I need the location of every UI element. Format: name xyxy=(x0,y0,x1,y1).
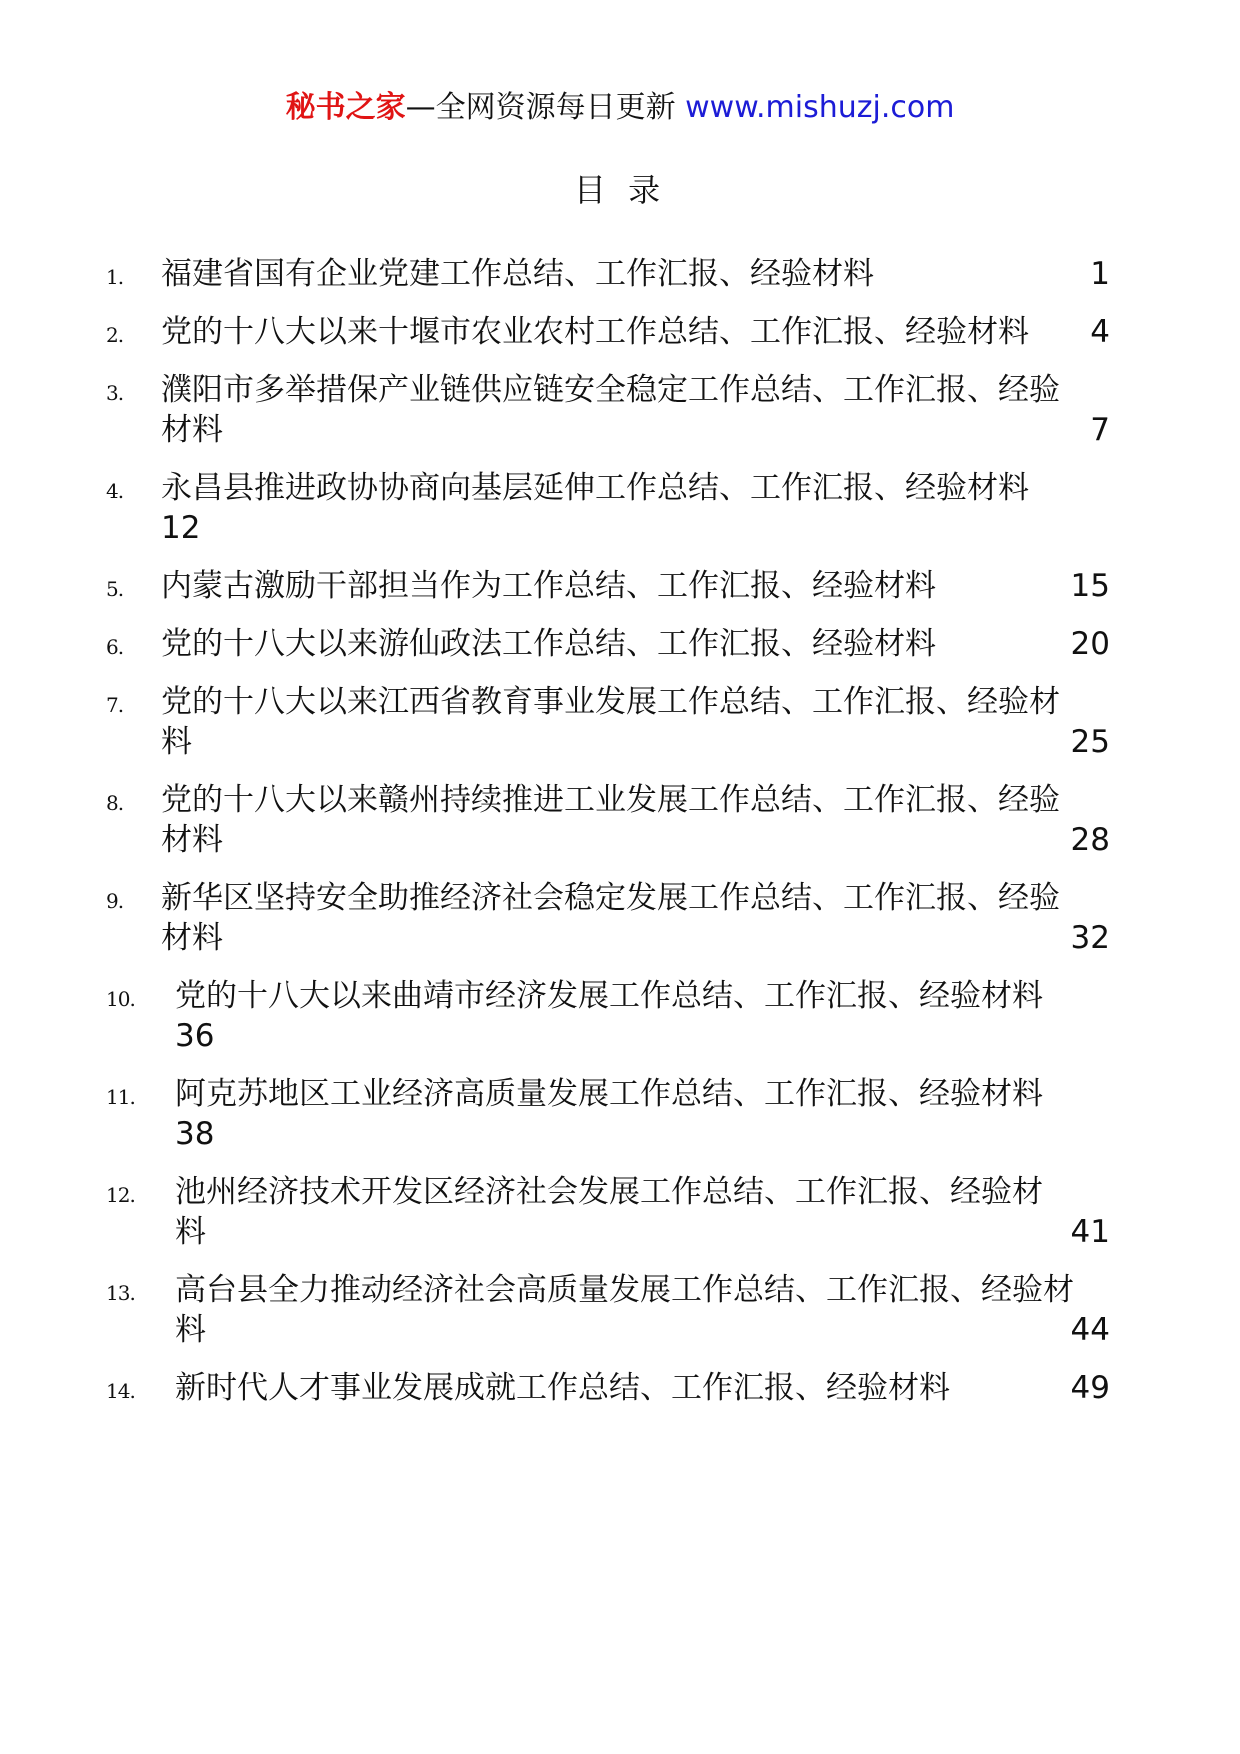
entry-page-number: 15 xyxy=(1070,568,1110,604)
entry-title-continued: 料 xyxy=(161,724,192,760)
entry-title: 濮阳市多举措保产业链供应链安全稳定工作总结、工作汇报、经验 xyxy=(161,372,1060,408)
entry-title-continued: 料 xyxy=(175,1312,206,1348)
entry-number: 8. xyxy=(106,791,124,815)
entry-number: 7. xyxy=(106,693,124,717)
entry-page-number: 25 xyxy=(1070,724,1110,760)
brand-name: 秘书之家 xyxy=(285,90,406,125)
entry-title-continued: 材料 xyxy=(161,920,223,956)
entry-page-number: 44 xyxy=(1070,1312,1110,1348)
entry-title-continued: 材料 xyxy=(161,822,223,858)
entry-title-continued: 材料 xyxy=(161,412,223,448)
entry-number: 6. xyxy=(106,635,124,659)
entry-number: 9. xyxy=(106,889,124,913)
entry-page-number: 32 xyxy=(1070,920,1110,956)
entry-title: 党的十八大以来江西省教育事业发展工作总结、工作汇报、经验材 xyxy=(161,684,1060,720)
entry-page-number: 49 xyxy=(1070,1370,1110,1406)
header-slogan: —全网资源每日更新 xyxy=(405,90,676,125)
entry-page-number: 12 xyxy=(161,510,201,546)
entry-title: 新时代人才事业发展成就工作总结、工作汇报、经验材料 xyxy=(175,1370,950,1406)
entry-number: 10. xyxy=(106,987,135,1011)
entry-number: 11. xyxy=(106,1085,135,1109)
entry-title: 福建省国有企业党建工作总结、工作汇报、经验材料 xyxy=(161,256,874,292)
entry-page-number: 4 xyxy=(1090,314,1110,350)
entry-title: 党的十八大以来十堰市农业农村工作总结、工作汇报、经验材料 xyxy=(161,314,1029,350)
entry-title: 党的十八大以来赣州持续推进工业发展工作总结、工作汇报、经验 xyxy=(161,782,1060,818)
entry-page-number: 41 xyxy=(1070,1214,1110,1250)
entry-title: 党的十八大以来游仙政法工作总结、工作汇报、经验材料 xyxy=(161,626,936,662)
entry-title: 新华区坚持安全助推经济社会稳定发展工作总结、工作汇报、经验 xyxy=(161,880,1060,916)
entry-number: 4. xyxy=(106,479,124,503)
entry-title: 高台县全力推动经济社会高质量发展工作总结、工作汇报、经验材 xyxy=(175,1272,1074,1308)
entry-title: 内蒙古激励干部担当作为工作总结、工作汇报、经验材料 xyxy=(161,568,936,604)
entry-number: 3. xyxy=(106,381,124,405)
entry-page-number: 20 xyxy=(1070,626,1110,662)
entry-number: 13. xyxy=(106,1281,135,1305)
entry-number: 2. xyxy=(106,323,124,347)
entry-title-continued: 料 xyxy=(175,1214,206,1250)
entry-page-number: 28 xyxy=(1070,822,1110,858)
entry-number: 5. xyxy=(106,577,124,601)
entry-title: 党的十八大以来曲靖市经济发展工作总结、工作汇报、经验材料 xyxy=(175,978,1043,1014)
entry-page-number: 1 xyxy=(1090,256,1110,292)
entry-number: 14. xyxy=(106,1379,135,1403)
toc-title: 目 录 xyxy=(573,171,667,209)
entry-title: 永昌县推进政协协商向基层延伸工作总结、工作汇报、经验材料 xyxy=(161,470,1029,506)
entry-title: 阿克苏地区工业经济高质量发展工作总结、工作汇报、经验材料 xyxy=(175,1076,1043,1112)
entry-page-number: 36 xyxy=(175,1018,215,1054)
entry-page-number: 38 xyxy=(175,1116,215,1152)
entry-page-number: 7 xyxy=(1090,412,1110,448)
entry-title: 池州经济技术开发区经济社会发展工作总结、工作汇报、经验材 xyxy=(175,1174,1043,1210)
site-url-link[interactable]: www.mishuzj.com xyxy=(685,90,955,125)
entry-number: 12. xyxy=(106,1183,135,1207)
entry-number: 1. xyxy=(106,265,124,289)
